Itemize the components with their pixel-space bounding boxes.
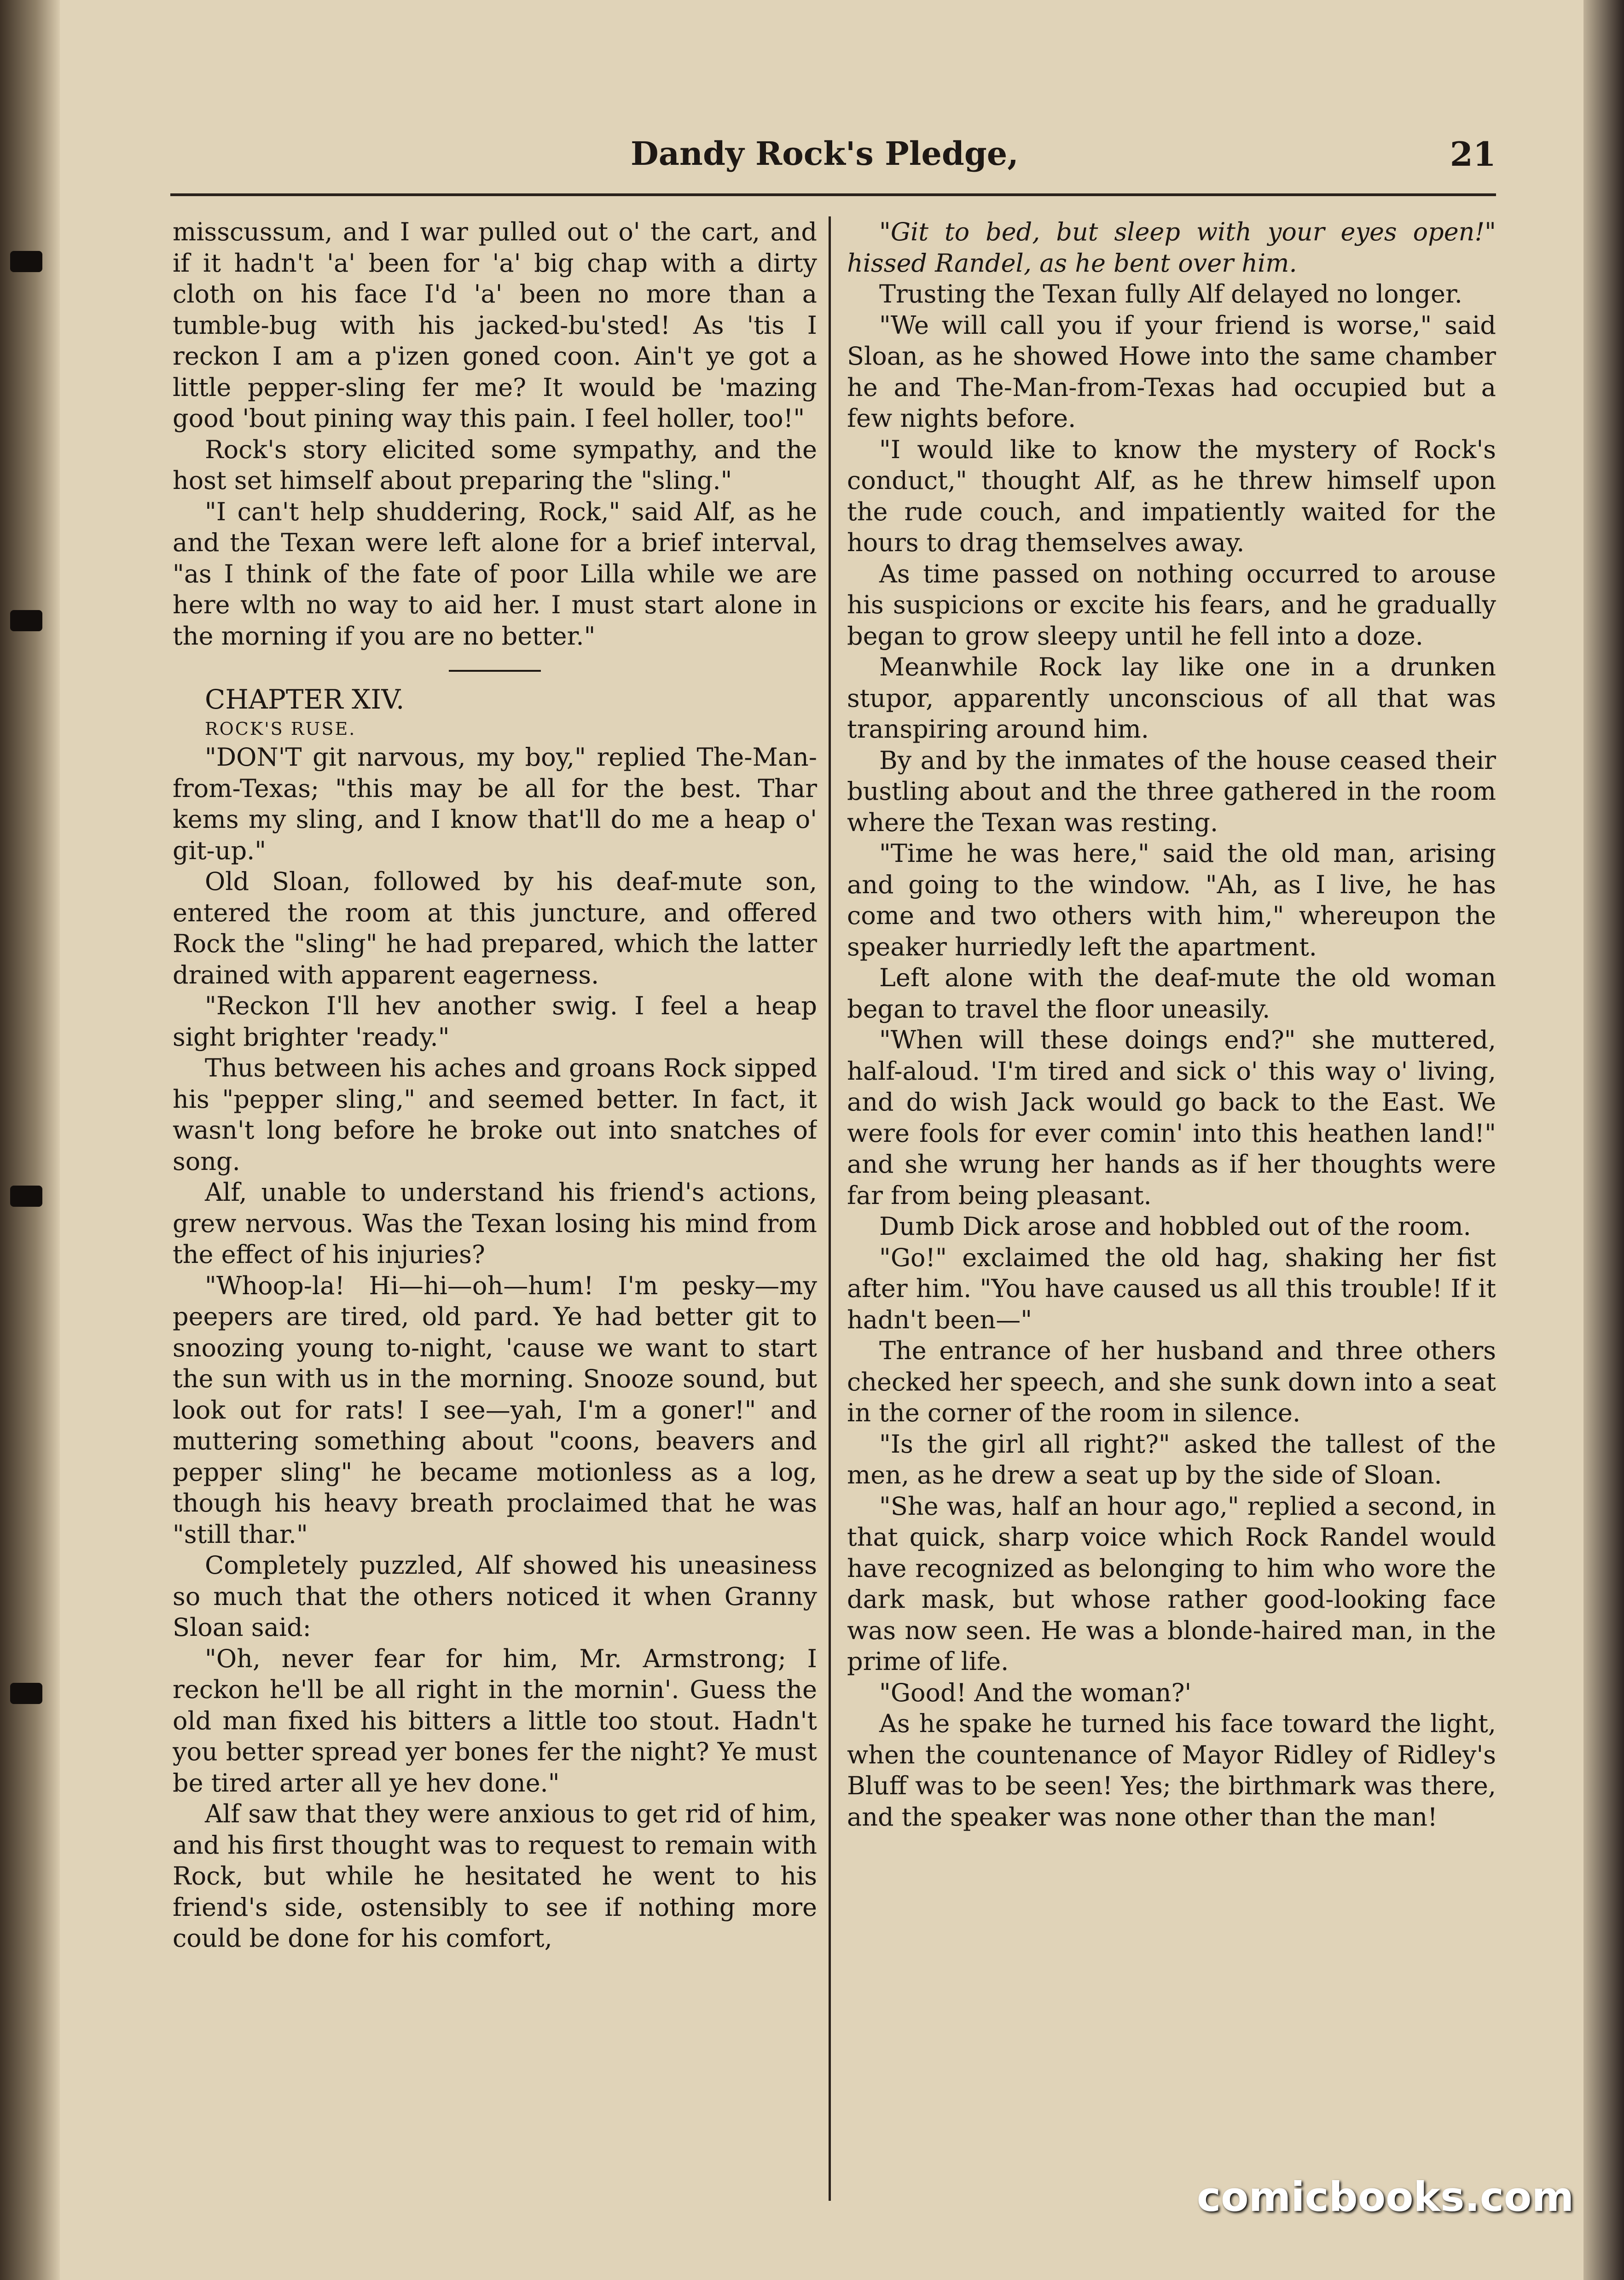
paragraph: Trusting the Texan fully Alf delayed no longer. [879, 279, 1462, 308]
watermark: comicbooks.com [1197, 2173, 1574, 2221]
paragraph: Thus between his aches and groans Rock sipped his "pepper sling," and seemed better. In fact, it wasn't long before he broke out into snatches of song. [173, 1053, 817, 1176]
paragraph: As time passed on nothing occurred to arouse his suspicions or excite his fears, and he gradually began to grow sleepy until he fell into a doze. [847, 559, 1496, 651]
paragraph: The entrance of her husband and three others checked her speech, and she sunk down into a seat in the corner of the room in silence. [847, 1336, 1496, 1427]
paragraph: Rock's story elicited some sympathy, and the host set himself about preparing the "sling." [173, 435, 817, 495]
left-column [173, 216, 817, 2219]
chapter-rule [449, 670, 541, 672]
paragraph: Alf, unable to understand his friend's actions, grew nervous. Was the Texan losing his mind from the effect of his injuries? [173, 1178, 817, 1269]
paragraph: misscussum, and I war pulled out o' the cart, and if it hadn't 'a' been for 'a' big chap with a dirty cloth on his face I'd 'a' been no more than a tumble-bug with his jacked-bu'sted! As 'tis I reckon I am a p'izen goned coon. Ain't ye got a little pepper-sling fer me? It would be 'mazing good 'bout pining way this pain. I feel holler, too!" [173, 217, 817, 433]
paragraph: "Is the girl all right?" asked the tallest of the men, as he drew a seat up by the side of Sloan. [847, 1429, 1496, 1489]
paragraph: "We will call you if your friend is worse," said Sloan, as he showed Howe into the same chamber he and The-Man-from-Texas had occupied but a few nights before. [847, 310, 1496, 433]
binding-stitch [10, 251, 42, 272]
paragraph: "DON'T git narvous, my boy," replied The-Man-from-Texas; "this may be all for the best. Thar kems my sling, and I know that'll do me a heap o' git-up." [173, 743, 817, 865]
right-column [847, 216, 1496, 2219]
paragraph: Alf saw that they were anxious to get rid of him, and his first thought was to request to remain with Rock, but while he hesitated he went to his friend's side, ostensibly to see if nothing more could be done for his comfort, [173, 1799, 817, 1953]
paragraph: "She was, half an hour ago," replied a second, in that quick, sharp voice which Rock Randel would have recognized as belonging to him who wore the dark mask, but whose rather good-looking face was now seen. He was a blonde-haired man, in the prime of life. [847, 1491, 1496, 1676]
paragraph: "Good! And the woman?' [879, 1678, 1192, 1707]
paragraph: "I can't help shuddering, Rock," said Alf, as he and the Texan were left alone for a brief interval, "as I think of the fate of poor Lilla while we are here wlth no way to aid her. I must start alone in the morning if you are no better." [173, 497, 817, 651]
paragraph: "Oh, never fear for him, Mr. Armstrong; I reckon he'll be all right in the mornin'. Guess the old man fixed his bitters a little too stout. Hadn't you better spread yer bones fer the night? Ye must be tired arter all ye hev done." [173, 1644, 817, 1797]
chapter-subtitle: ROCK'S RUSE. [205, 719, 356, 739]
column-divider [829, 216, 831, 2201]
paragraph: "Reckon I'll hev another swig. I feel a heap sight brighter 'ready." [173, 991, 817, 1052]
paragraph: Dumb Dick arose and hobbled out of the room. [879, 1212, 1471, 1241]
page-header [631, 134, 1496, 176]
page-number: 21 [1450, 134, 1496, 174]
paragraph: Left alone with the deaf-mute the old woman began to travel the floor uneasily. [847, 963, 1496, 1024]
page-edge-shadow [1583, 0, 1624, 2280]
paragraph: "Time he was here," said the old man, arising and going to the window. "Ah, as I live, he has come and two others with him," whereupon the speaker hurriedly left the apartment. [847, 839, 1496, 961]
binding-gutter [0, 0, 60, 2280]
paragraph: "When will these doings end?" she muttered, half-aloud. 'I'm tired and sick o' this way o' living, and do wish Jack would go back to the East. We were fools for ever comin' into this heathen land!" and she wrung her hands as if her thoughts were far from being pleasant. [847, 1025, 1496, 1210]
paragraph: "I would like to know the mystery of Rock's conduct," thought Alf, as he threw himself upon the rude couch, and impatiently waited for the hours to drag themselves away. [847, 435, 1496, 557]
paragraph: "Whoop-la! Hi—hi—oh—hum! I'm pesky—my peepers are tired, old pard. Ye had better git to snoozing young to-night, 'cause we want to start the sun with us in the morning. Snooze sound, but look out for rats! I see—yah, I'm a goner!" and muttering something about "coons, beavers and pepper sling" he became motionless as a log, though his heavy breath proclaimed that he was "still thar." [173, 1271, 817, 1549]
paragraph: Old Sloan, followed by his deaf-mute son, entered the room at this juncture, and offered Rock the "sling" he had prepared, which the latter drained with apparent eagerness. [173, 867, 817, 989]
paragraph: Meanwhile Rock lay like one in a drunken stupor, apparently unconscious of all that was transpiring around him. [847, 652, 1496, 744]
paragraph: Completely puzzled, Alf showed his uneasiness so much that the others noticed it when Granny Sloan said: [173, 1551, 817, 1642]
paragraph: As he spake he turned his face toward the light, when the countenance of Mayor Ridley of Ridley's Bluff was to be seen! Yes; the birthmark was there, and the speaker was none other than the man! [847, 1709, 1496, 1832]
header-rule [170, 193, 1496, 196]
chapter-title: CHAPTER XIV. [205, 684, 405, 715]
running-title: Dandy Rock's Pledge, [631, 134, 1019, 173]
binding-stitch [10, 1186, 42, 1207]
paragraph: "Go!" exclaimed the old hag, shaking her fist after him. "You have caused us all this trouble! If it hadn't been—" [847, 1243, 1496, 1334]
paragraph: "Git to bed, but sleep with your eyes open!" hissed Randel, as he bent over him. [847, 217, 1496, 278]
binding-stitch [10, 610, 42, 631]
paragraph: By and by the inmates of the house ceased their bustling about and the three gathered in the room where the Texan was resting. [847, 745, 1496, 837]
binding-stitch [10, 1683, 42, 1704]
